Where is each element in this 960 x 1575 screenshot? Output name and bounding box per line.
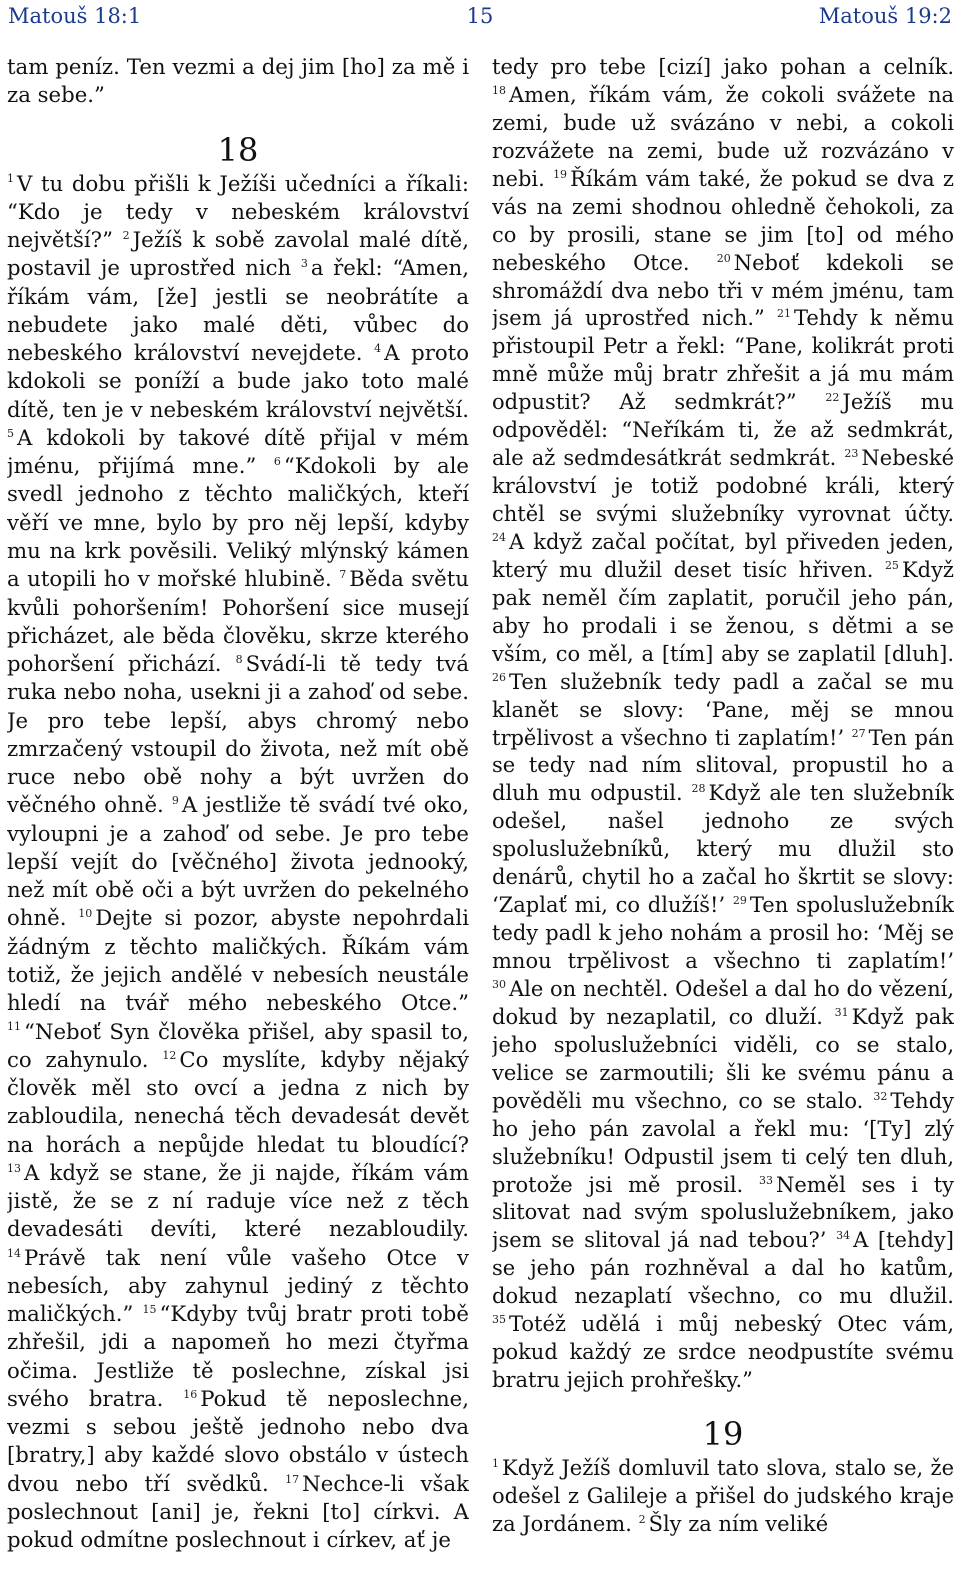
verse-number: 31 [834, 1005, 849, 1019]
verse-number: 20 [716, 251, 731, 265]
verse-text: Neboť kdekoli se shromáždí dva nebo tři v mém jménu, tam jsem já uprostřed nich.” [492, 250, 954, 331]
verse-text: Když ale ten služebník odešel, našel jednoho ze svých spoluslužebníků, který mu dlužil sto denárů, chytil ho a začal ho škrtit se slovy: ‘Zaplať mi, co dlužíš!’ [492, 781, 954, 918]
verse-number: 11 [7, 1020, 21, 1034]
verse-paragraph [492, 54, 954, 1395]
verse-text: Ježíš k sobě zavolal malé dítě, postavil je uprostřed nich [7, 228, 469, 282]
verse-number: 18 [492, 83, 506, 97]
verse-number: 26 [492, 670, 506, 684]
verse-text: Právě tak není vůle vašeho Otce v nebesích, aby zahynul jediný z těchto maličkých.” [7, 1245, 469, 1328]
verse-paragraph [492, 1455, 954, 1539]
verse-text: Neměl ses i ty slitovat nad svým spoluslužebníkem, jako jsem se slitoval já nad tebou?’ [492, 1172, 954, 1253]
verse-number: 23 [844, 447, 859, 461]
verse-number: 1 [492, 1457, 499, 1470]
verse-number: 28 [691, 782, 706, 796]
chapter-number-18: 18 [217, 130, 259, 169]
verse-number: 10 [78, 907, 93, 921]
verse-text: Když pak neměl čím zaplatit, poručil jeho pán, aby ho prodali i se ženou, s dětmi a se vším, co měl, a [tím] aby se zaplatil [dluh]. [492, 557, 954, 666]
verse-text: a řekl: “Amen, říkám vám, [že] jestli se neobrátíte a nebudete jako malé děti, vůbec do nebeského království nevejdete. [7, 256, 469, 367]
page-header [8, 4, 952, 34]
verse-text: Ten pán se tedy nad ním slitoval, propustil ho a dluh mu odpustil. [492, 725, 954, 806]
verse-number: 8 [235, 652, 243, 666]
verse-number: 3 [300, 257, 308, 271]
verse-text: Dejte si pozor, abyste nepohrdali žádným z těchto maličkých. Říkám vám totiž, že jejich andělé v nebesích neustále hledí na tvář mého nebeského Otce.” [7, 906, 469, 1017]
verse-number: 34 [836, 1229, 851, 1243]
verse-number: 33 [758, 1173, 773, 1187]
verse-text: Běda světu kvůli pohoršením! Pohoršení sice musejí přicházet, ale běda člověku, skrze kterého pohoršení přichází. [7, 567, 469, 678]
verse-number: 2 [122, 228, 130, 242]
verse-text: A [tehdy] se jeho pán rozhněval a dal ho katům, dokud nezaplatí všechno, co mu dlužil. [492, 1228, 954, 1309]
verse-text: Když pak jeho spoluslužebníci viděli, co se stalo, velice se zarmoutili; šli ke svému pánu a pověděli mu všechno, co se stalo. [492, 1004, 954, 1113]
verse-number: 24 [492, 530, 506, 544]
verse-number: 25 [884, 558, 899, 572]
running-head-right: Matouš 19:2 [818, 4, 952, 28]
verse-text: Tehdy k němu přistoupil Petr a řekl: “Pane, kolikrát proti mně může můj bratr zhřešit a já mu mám odpustit? Až sedmkrát?” [492, 306, 954, 415]
verse-text: Totéž udělá i můj nebeský Otec vám, pokud každý ze srdce neodpustíte svému bratru jejich prohřešky.” [492, 1312, 954, 1393]
verse-text: Ten spoluslužebník tedy padl k jeho nohám a prosil ho: ‘Měj se mnou trpělivost a všechno ti zaplatím!’ [492, 893, 954, 973]
verse-number: 17 [285, 1472, 300, 1486]
verse-number: 13 [7, 1161, 21, 1175]
verse-text: Co myslíte, kdyby nějaký člověk měl sto ovcí a jedna z nich by zabloudila, nenechá těch devadesát devět na horách a nepůjde hledat tu bloudící? [7, 1047, 469, 1158]
verse-number: 21 [776, 307, 791, 321]
verse-text: “Kdokoli by ale svedl jednoho z těchto maličkých, kteří věří ve mne, bylo by pro něj lepší, kdyby mu na krk pověsili. Veliký mlýnský kámen a utopili ho v mořské hlubině. [7, 454, 469, 593]
verse-number: 4 [374, 342, 382, 356]
continued-text: tedy pro tebe [cizí] jako pohan a celník. [492, 55, 954, 79]
verse-number: 6 [273, 455, 281, 469]
verse-text: Amen, říkám vám, že cokoli svážete na zemi, bude už svázáno v nebi, a cokoli rozvážete na zemi, bude už rozvázáno v nebi. [492, 82, 954, 191]
verse-text: A kdokoli by takové dítě přijal v mém jménu, přijímá mne.” [7, 425, 469, 480]
verse-text: Když Ježíš domluvil tato slova, stalo se, že odešel z Galileje a přišel do judského kraje za Jordánem. [492, 1456, 954, 1536]
verse-text: Ale on nechtěl. Odešel a dal ho do vězení, dokud by nezaplatil, co dluží. [492, 976, 954, 1029]
page-number: 15 [466, 4, 494, 28]
verse-number: 32 [873, 1089, 888, 1103]
chapter-number-19: 19 [702, 1415, 744, 1453]
verse-number: 15 [142, 1303, 157, 1317]
right-column [492, 54, 954, 1569]
running-head-left: Matouš 18:1 [8, 4, 142, 28]
verse-number: 14 [7, 1246, 21, 1260]
left-column [7, 54, 469, 1569]
verse-text: A proto kdokoli se poníží a bude jako toto malé dítě, ten je v nebeském království největší. [7, 341, 469, 423]
verse-number: 27 [851, 726, 866, 740]
verse-number: 16 [183, 1387, 198, 1401]
verse-text: Tehdy ho jeho pán zavolal a řekl mu: ‘[Ty] zlý služebníku! Odpustil jsem ti celý ten dluh, protože jsi mě prosil. [492, 1088, 954, 1197]
verse-number: 2 [638, 1512, 646, 1526]
verse-text: V tu dobu přišli k Ježíši učedníci a říkali: “Kdo je tedy v nebeském království největší?” [7, 171, 469, 254]
verse-number: 12 [162, 1048, 177, 1062]
verse-number: 1 [7, 172, 14, 186]
verse-text: Nebeské království je totiž podobné králi, který chtěl se svými služebníky vyrovnat účty. [492, 446, 954, 526]
verse-text: Šly za ním veliké [648, 1511, 829, 1536]
verse-number: 5 [7, 426, 14, 440]
verse-text: Ten služebník tedy padl a začal se mu klanět se slovy: ‘Pane, měj se mnou trpělivost a všechno ti zaplatím!’ [492, 669, 954, 750]
verse-number: 35 [492, 1313, 506, 1327]
verse-text: Ježíš mu odpověděl: “Neříkám ti, že až sedmkrát, ale až sedmdesátkrát sedmkrát. [492, 390, 954, 471]
continued-text: tam peníz. Ten vezmi a dej jim [ho] za mě i za sebe.” [7, 55, 469, 109]
verse-text: Svádí-li tě tedy tvá ruka nebo noha, usekni ji a zahoď od sebe. Je pro tebe lepší, abys chromý nebo zmrzačený vstoupil do života, než mít obě ruce nebo obě nohy a být uvržen do věčného ohně. [7, 652, 469, 819]
verse-text: “Kdyby tvůj bratr proti tobě zhřešil, jdi a napomeň ho mezi čtyřma očima. Jestliže tě poslechne, získal jsi svého bratra. [7, 1302, 469, 1412]
verse-number: 19 [553, 167, 568, 181]
verse-number: 9 [171, 794, 179, 808]
verse-number: 30 [492, 977, 506, 991]
verse-text: A když začal počítat, byl přiveden jeden, který mu dlužil deset tisíc hřiven. [492, 529, 954, 582]
verse-text: Říkám vám také, že pokud se dva z vás na zemi shodnou ohledně čehokoli, za co by prosili, stane se jim [to] od mého nebeského Otce. [492, 166, 954, 275]
verse-paragraph [7, 171, 469, 1556]
verse-text: “Neboť Syn člověka přišel, aby spasil to, co zahynulo. [7, 1019, 469, 1073]
verse-text: Pokud tě neposlechne, vezmi s sebou ještě jednoho nebo dva [bratry,] aby každé slovo obstálo v ústech dvou nebo tří svědků. [7, 1386, 469, 1497]
verse-number: 7 [339, 568, 347, 582]
verse-number: 22 [825, 391, 840, 405]
verse-number: 29 [732, 894, 747, 908]
verse-text: A jestliže tě svádí tvé oko, vyloupni je a zahoď od sebe. Je pro tebe lepší vejít do [věčného] života jednooký, než mít obě oči a být uvržen do pekelného ohně. [7, 793, 469, 932]
verse-text: A když se stane, že ji najde, říkám vám jistě, že se z ní raduje více než z těch devadesáti devíti, které nezabloudily. [7, 1160, 469, 1243]
verse-text: Nechce-li však poslechnout [ani] je, řekni [to] církvi. A pokud odmítne poslechnout i církev, ať je [7, 1471, 469, 1554]
